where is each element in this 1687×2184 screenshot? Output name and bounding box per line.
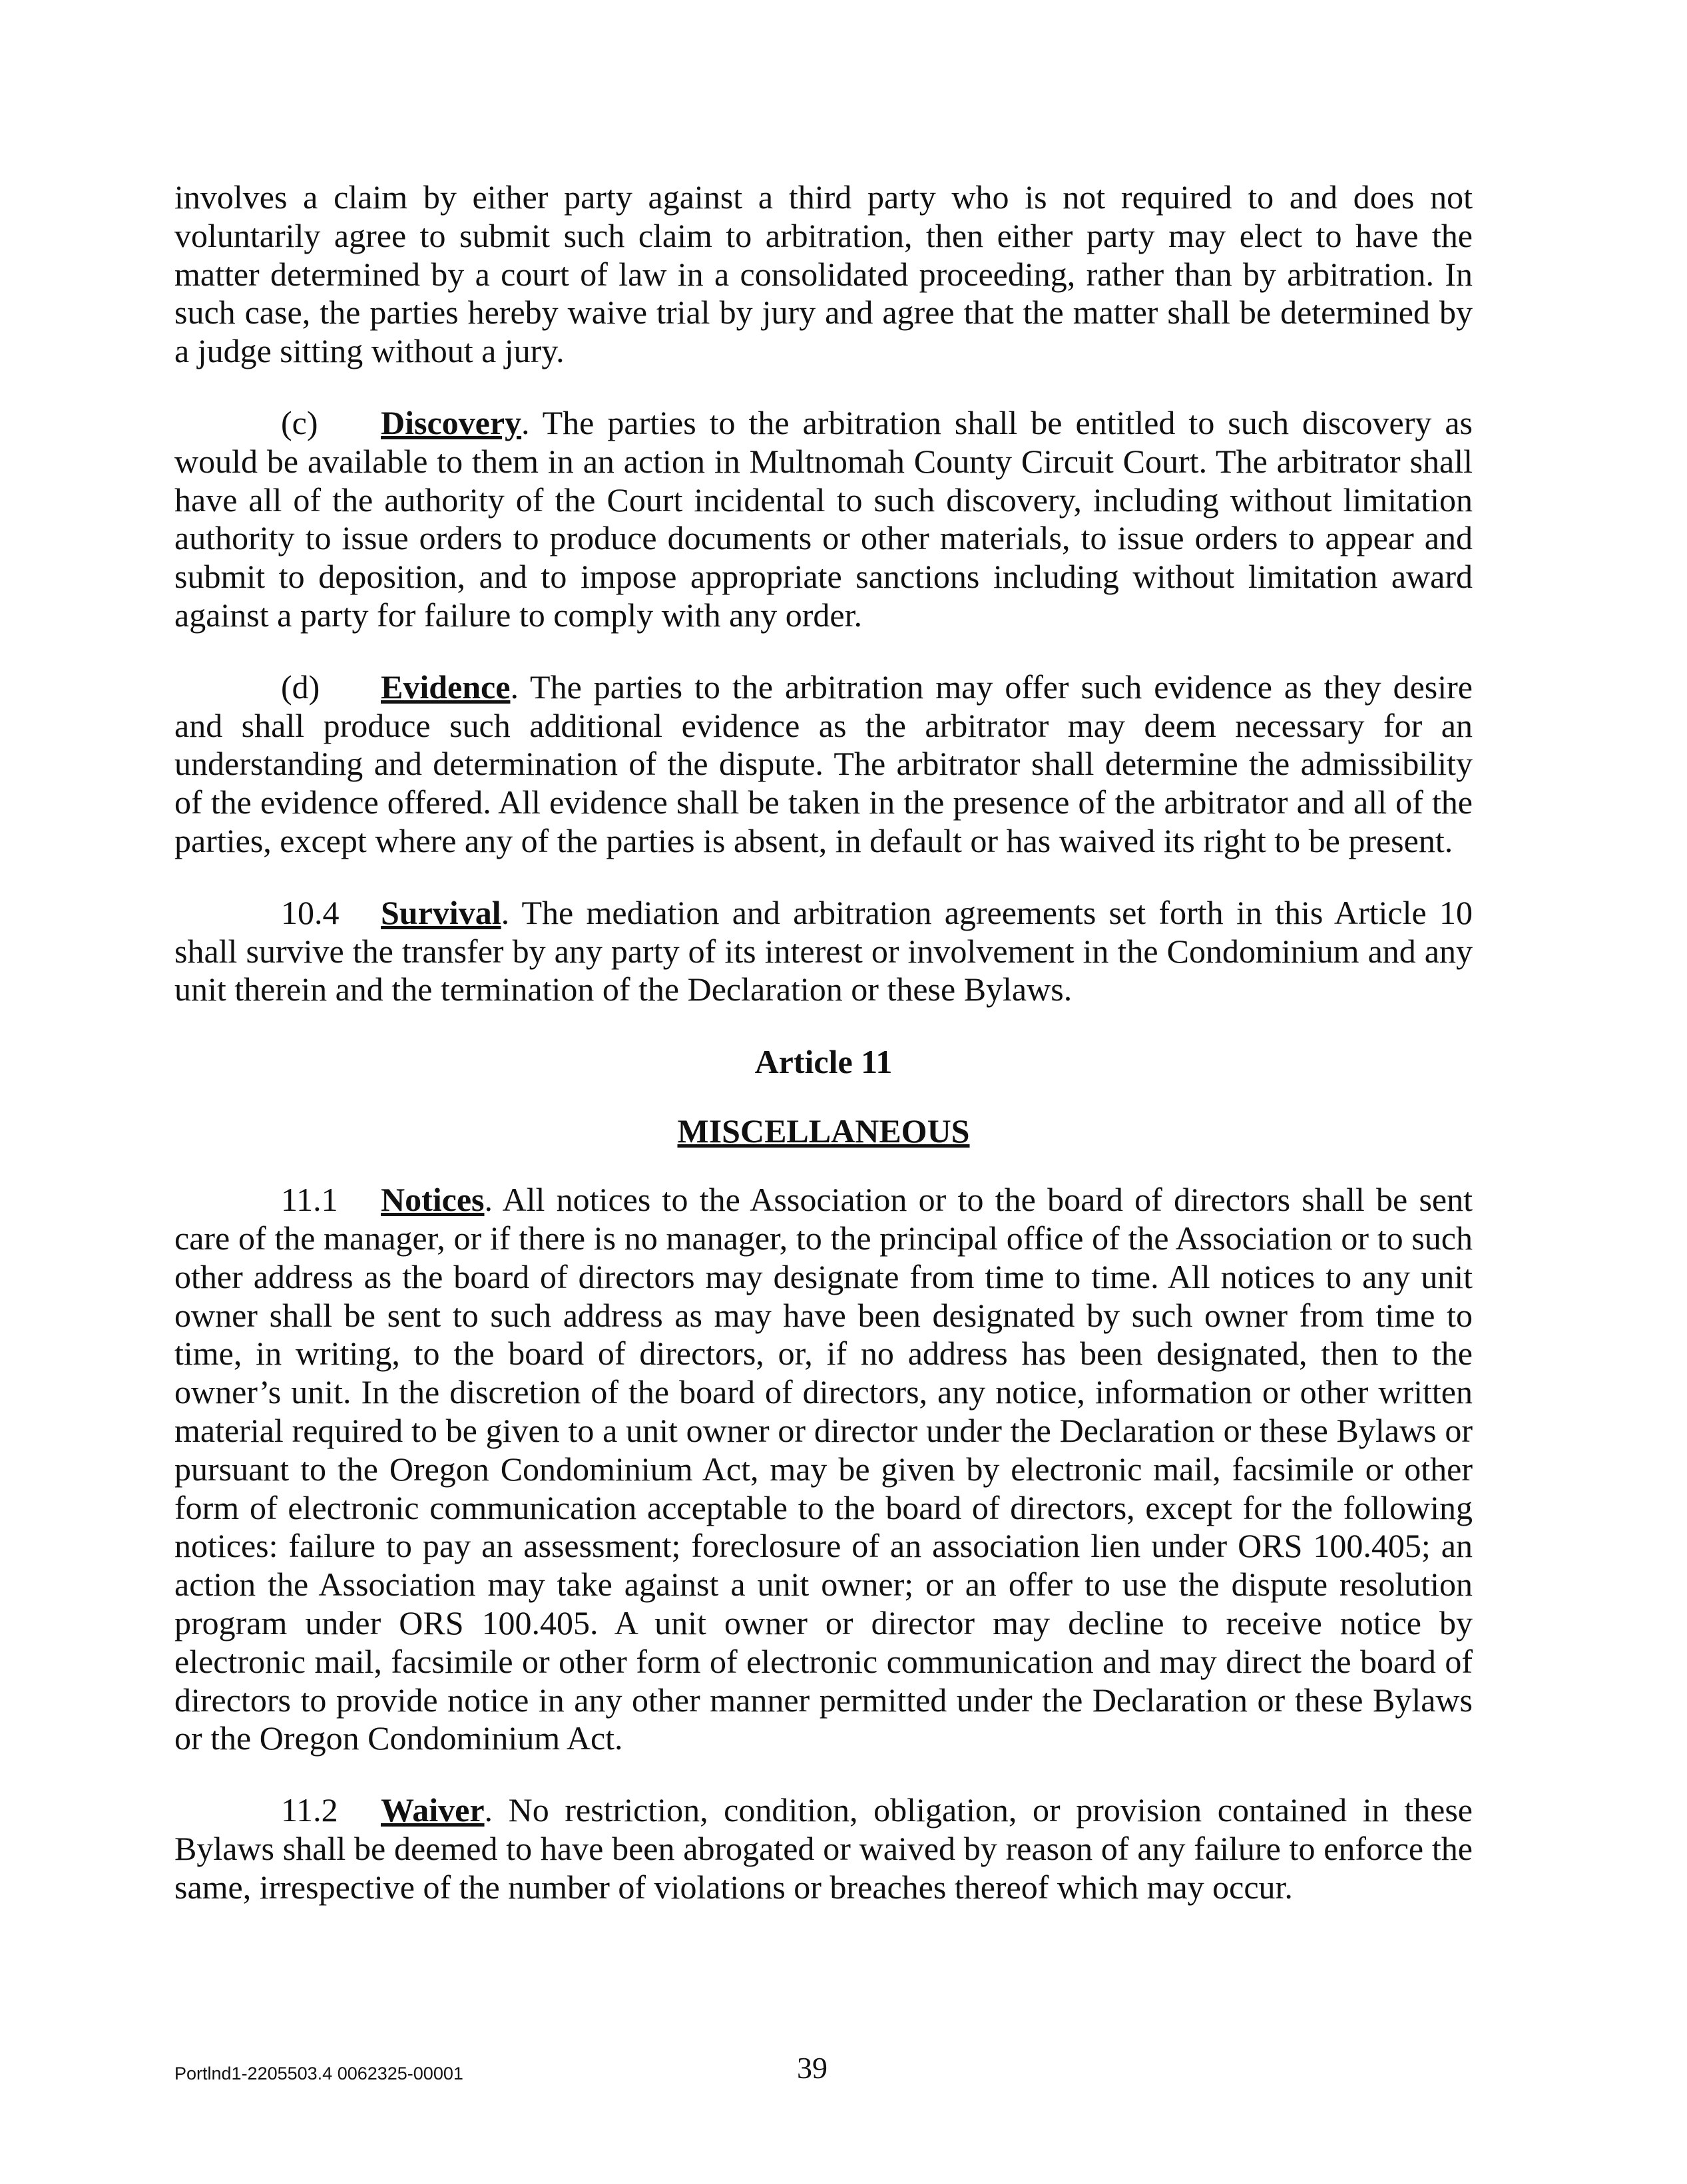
section-number: (d) (281, 668, 320, 706)
article-subtitle: MISCELLANEOUS (677, 1112, 970, 1150)
section-text: . The parties to the arbitration may offer such evidence as they desire and shall produce such additional evidence as the arbitrator may deem necessary for an understanding and determination of the dispute. The arbitrator shall determine the admissibility of the evidence offered. All evidence shall be taken in the presence of the arbitrator and all of the parties, except where any of the parties is absent, in default or has waived its right to be present. (174, 668, 1473, 859)
section-number: 11.2 (281, 1791, 338, 1829)
page-number: 39 (797, 2051, 828, 2085)
document-body (174, 178, 1473, 1940)
section-heading: Discovery (381, 403, 522, 441)
section-evidence (174, 668, 1473, 861)
section-notices (174, 1181, 1473, 1758)
section-number: 11.1 (281, 1181, 338, 1219)
section-heading: Waiver (381, 1791, 485, 1829)
section-text: . All notices to the Association or to the board of directors shall be sent care of the manager, or if there is no manager, to the principal office of the Association or to such other address as the board of directors may designate from time to time. All notices to any unit owner shall be sent to such address as may have been designated by such owner from time to time, in writing, to the board of directors, or, if no address has been designated, then to the owner’s unit. In the discretion of the board of directors, any notice, information or other written material required to be given to a unit owner or director under the Declaration or these Bylaws or pursuant to the Oregon Condominium Act, may be given by electronic mail, facsimile or other form of electronic communication acceptable to the board of directors, except for the following notices: failure to pay an assessment; foreclosure of an association lien under ORS 100.405; an action the Association may take against a unit owner; or an offer to use the dispute resolution program under ORS 100.405. A unit owner or director may decline to receive notice by electronic mail, facsimile or other form of electronic communication and may direct the board of directors to provide notice in any other manner permitted under the Declaration or these Bylaws or the Oregon Condominium Act. (174, 1181, 1473, 1757)
section-heading: Survival (381, 893, 501, 931)
section-text: . The parties to the arbitration shall be entitled to such discovery as would be available to them in an action in Multnomah County Circuit Court. The arbitrator shall have all of the authority of the Court incidental to such discovery, including without limitation authority to issue orders to produce documents or other materials, to issue orders to appear and submit to deposition, and to impose appropriate sanctions including without limitation award against a party for failure to comply with any order. (174, 403, 1473, 634)
section-text: . The mediation and arbitration agreements set forth in this Article 10 shall survive the transfer by any party of its interest or involvement in the Condominium and any unit therein and the termination of the Declaration or these Bylaws. (174, 893, 1473, 1008)
continuation-paragraph: involves a claim by either party against a third party who is not required to and does not voluntarily agree to submit such claim to arbitration, then either party may elect to have the matter determined by a court of law in a consolidated proceeding, rather than by arbitration. In such case, the parties hereby waive trial by jury and agree that the matter shall be determined by a judge sitting without a jury. (174, 178, 1473, 370)
section-heading: Evidence (381, 668, 511, 706)
section-number: 10.4 (281, 893, 340, 931)
section-survival (174, 894, 1473, 1009)
section-text: . No restriction, condition, obligation, or provision contained in these Bylaws shall be deemed to have been abrogated or waived by reason of any failure to enforce the same, irrespective of the number of violations or breaches thereof which may occur. (174, 1791, 1473, 1906)
section-waiver (174, 1791, 1473, 1906)
section-heading: Notices (381, 1181, 485, 1219)
section-discovery (174, 404, 1473, 635)
section-number: (c) (281, 403, 318, 441)
footer-document-id: Portlnd1-2205503.4 0062325-00001 (174, 2064, 463, 2083)
article-title: Article 11 (754, 1043, 893, 1081)
